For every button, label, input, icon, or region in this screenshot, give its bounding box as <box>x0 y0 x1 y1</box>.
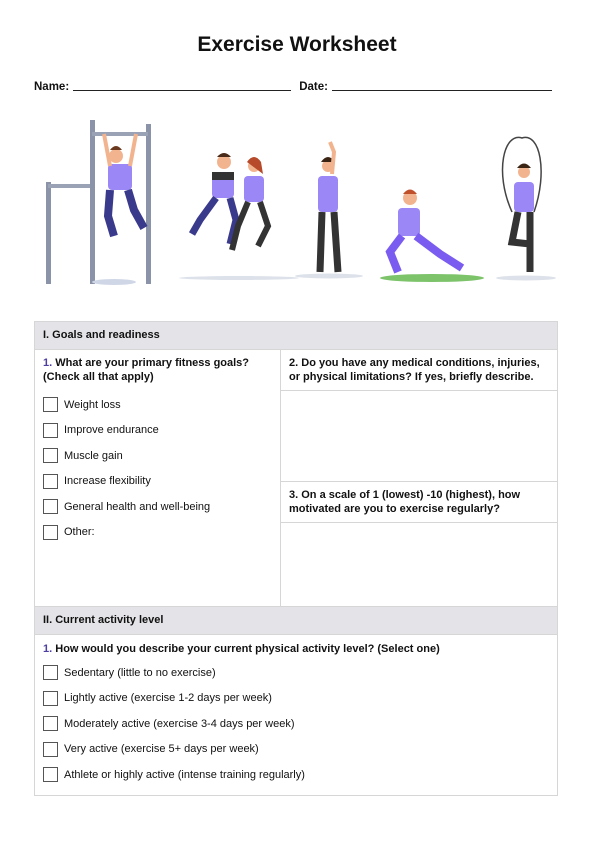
exercise-illustration <box>34 112 558 292</box>
activity-option[interactable] <box>35 711 557 737</box>
option-label: Lightly active (exercise 1-2 days per week) <box>64 692 272 705</box>
question-number: 1. <box>43 643 53 655</box>
checkbox[interactable] <box>43 525 58 540</box>
section1-heading: I. Goals and readiness <box>35 322 557 349</box>
option-label: Weight loss <box>64 398 121 411</box>
question-1 <box>35 350 280 390</box>
goal-option[interactable] <box>35 418 280 444</box>
question-number: 3. <box>289 489 299 501</box>
activity-option[interactable] <box>35 660 557 686</box>
goal-option[interactable] <box>35 392 280 418</box>
checkbox[interactable] <box>43 665 58 680</box>
checkbox[interactable] <box>43 397 58 412</box>
option-label: Other: <box>64 526 95 539</box>
question-text: On a scale of 1 (lowest) -10 (highest), how motivated are you to exercise regularly? <box>289 489 521 515</box>
section2-heading: II. Current activity level <box>35 606 557 634</box>
medical-answer-field[interactable] <box>281 391 557 482</box>
checkbox[interactable] <box>43 691 58 706</box>
questions-right-column <box>281 350 557 606</box>
date-field[interactable] <box>332 79 552 91</box>
activity-option[interactable] <box>35 737 557 763</box>
checkbox[interactable] <box>43 423 58 438</box>
question-number: 1. <box>43 357 53 369</box>
lunge-figure <box>380 190 484 283</box>
question-2 <box>281 350 557 391</box>
goal-option[interactable] <box>35 443 280 469</box>
option-label: General health and well-being <box>64 500 211 513</box>
activity-question <box>35 635 557 660</box>
question-text: Do you have any medical conditions, injuries, or physical limitations? If yes, briefly describe. <box>289 357 540 383</box>
motivation-answer-field[interactable] <box>281 523 557 613</box>
question-number: 2. <box>289 357 299 369</box>
option-label: Improve endurance <box>64 424 159 437</box>
question-text: How would you describe your current physical activity level? (Select one) <box>55 643 440 655</box>
pullup-figure <box>46 120 151 285</box>
checkbox[interactable] <box>43 448 58 463</box>
stretching-figure <box>295 142 363 279</box>
option-label: Very active (exercise 5+ days per week) <box>64 743 259 756</box>
question-text: What are your primary fitness goals? (Check all that apply) <box>43 357 250 383</box>
goal-option[interactable] <box>35 494 280 520</box>
question-3 <box>281 482 557 523</box>
running-figures <box>179 153 299 280</box>
worksheet-table <box>34 321 558 796</box>
checkbox[interactable] <box>43 767 58 782</box>
option-label: Sedentary (little to no exercise) <box>64 666 216 679</box>
name-field[interactable] <box>73 79 291 91</box>
name-label: Name: <box>34 81 70 93</box>
name-date-bar <box>34 77 558 93</box>
date-label: Date: <box>299 81 328 93</box>
jump-rope-figure <box>496 137 556 280</box>
page-title: Exercise Worksheet <box>197 33 397 56</box>
checkbox[interactable] <box>43 716 58 731</box>
goals-column <box>35 350 281 606</box>
option-label: Muscle gain <box>64 449 123 462</box>
goal-option[interactable] <box>35 520 280 546</box>
option-label: Moderately active (exercise 3-4 days per week) <box>64 717 295 730</box>
option-label: Increase flexibility <box>64 475 151 488</box>
checkbox[interactable] <box>43 474 58 489</box>
checkbox[interactable] <box>43 742 58 757</box>
activity-option[interactable] <box>35 762 557 788</box>
option-label: Athlete or highly active (intense training regularly) <box>64 768 305 781</box>
goal-option[interactable] <box>35 469 280 495</box>
checkbox[interactable] <box>43 499 58 514</box>
activity-option[interactable] <box>35 686 557 712</box>
